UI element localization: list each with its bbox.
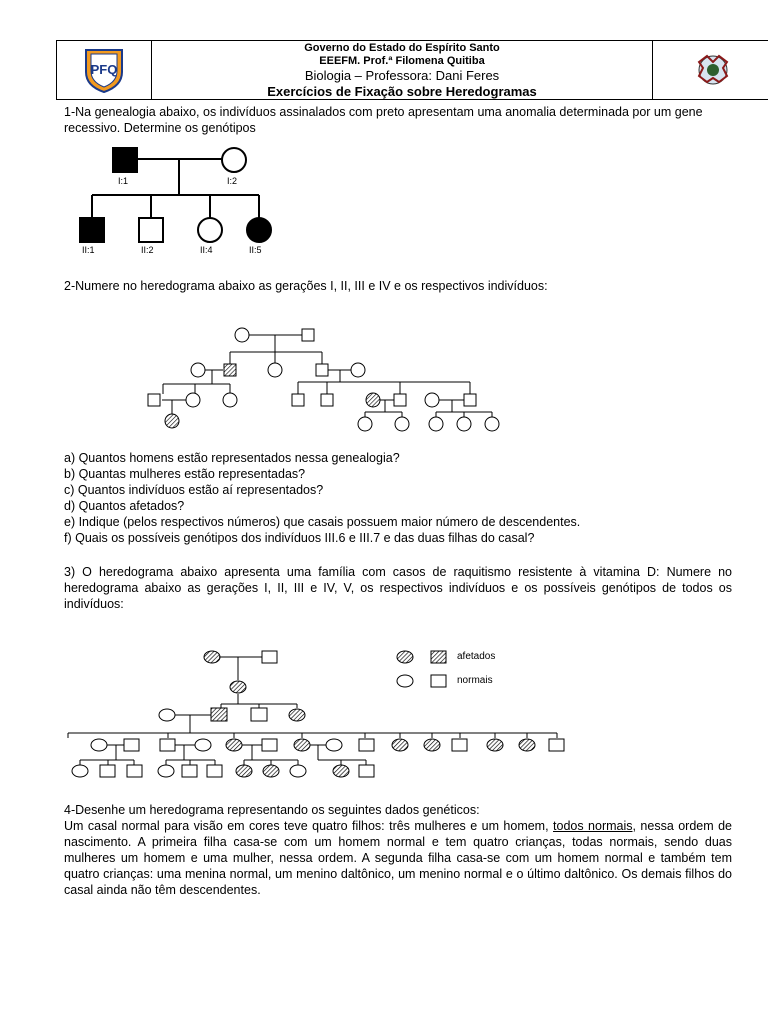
pedigree-1 — [0, 140, 768, 260]
q4-text-after: , nessa ordem de nascimento. A primeira filha casa-se com um homem normal e tem quatro crianças, todas normais, sendo duas mulheres um homem e uma mulher, nessa ordem. A segunda filha casa-se com um homem normal e também tem quatro crianças: uma menina normal, um menino daltônico, um menino normal e o último daltônico. Os demais filhos do casal ainda não têm descendentes. — [64, 819, 732, 897]
label-II2: II:2 — [141, 245, 154, 255]
question-1-text: 1-Na genealogia abaixo, os indivíduos assinalados com preto apresentam uma anomalia determinada por um gene recessivo. Determine os genótipos — [64, 105, 703, 135]
p3-gen4-male-1 — [124, 739, 139, 751]
school-logo — [82, 46, 126, 94]
p2-gen2-female-3 — [351, 363, 365, 377]
header-subject: Biologia – Professora: Dani Feres — [304, 68, 500, 83]
q2-item-e: e) Indique (pelos respectivos números) que casais possuem maior número de descendentes. — [64, 515, 581, 529]
p2-gen3-female-1 — [186, 393, 200, 407]
individual-II2-male — [139, 218, 163, 242]
p3-gen4-male-3 — [262, 739, 277, 751]
p2-gen1-male — [302, 329, 314, 341]
p2-gen3-male-4 — [394, 394, 406, 406]
p2-gen4-affected-female — [165, 414, 179, 428]
p2-gen3-male-2 — [292, 394, 304, 406]
individual-I1-affected-male — [113, 148, 137, 172]
question-3-text: 3) O heredograma abaixo apresenta uma família com casos de raquitismo resistente à vitamina D: Numere no heredograma abaixo as gerações I, II, III e IV, V, os respectivos indivíduos e os possíveis genótipos de todos os indivíduos: — [64, 565, 732, 611]
legend-affected-label: afetados — [457, 651, 496, 662]
p3-gen5-male-2 — [127, 765, 142, 777]
legend-normal-label: normais — [457, 675, 493, 686]
pedigree-3 — [0, 640, 768, 785]
q2-item-d: d) Quantos afetados? — [64, 499, 185, 513]
p3-gen3-male-2 — [251, 708, 267, 721]
p3-gen4-affected-female-5 — [487, 739, 503, 751]
p3-gen4-affected-female-6 — [519, 739, 535, 751]
p3-gen4-affected-female-4 — [424, 739, 440, 751]
p3-gen5-female-2 — [158, 765, 174, 777]
p3-gen5-female-1 — [72, 765, 88, 777]
p3-gen3-affected-male — [211, 708, 227, 721]
state-crest-cell — [652, 41, 768, 99]
p2-gen2-affected-male — [224, 364, 236, 376]
p2-gen4-female-5 — [485, 417, 499, 431]
school-logo-text: PFQ — [90, 62, 118, 77]
p2-gen4-female-4 — [457, 417, 471, 431]
label-II4: II:4 — [200, 245, 213, 255]
p2-gen4-female-1 — [358, 417, 372, 431]
header-government: Governo do Estado do Espírito Santo — [304, 42, 500, 54]
pedigree-3-legend — [397, 651, 495, 687]
legend-affected-male-icon — [431, 651, 446, 663]
p3-gen5-affected-female-3 — [333, 765, 349, 777]
p3-gen5-male-3 — [182, 765, 197, 777]
p3-gen1-male — [262, 651, 277, 663]
q4-text-underlined: todos normais — [553, 819, 633, 833]
p3-gen4-female-1 — [91, 739, 107, 751]
p3-gen4-affected-female-2 — [294, 739, 310, 751]
p3-gen4-female-2 — [195, 739, 211, 751]
question-2-text: 2-Numere no heredograma abaixo as gerações I, II, III e IV e os respectivos indivíduos: — [64, 279, 548, 293]
label-I2: I:2 — [227, 176, 238, 186]
p3-gen5-affected-female-1 — [236, 765, 252, 777]
p2-gen2-female-1 — [191, 363, 205, 377]
p2-gen3-female-2 — [223, 393, 237, 407]
p2-gen1-female — [235, 328, 249, 342]
p3-gen4-male-5 — [452, 739, 467, 751]
p3-gen3-female-spouse — [159, 709, 175, 721]
p3-gen5-male-4 — [207, 765, 222, 777]
individual-II1-affected-male — [80, 218, 104, 242]
p3-gen4-affected-female-1 — [226, 739, 242, 751]
p3-gen4-male-2 — [160, 739, 175, 751]
p2-gen2-male-2 — [316, 364, 328, 376]
p3-gen4-male-4 — [359, 739, 374, 751]
legend-normal-female-icon — [397, 675, 413, 687]
pedigree-2 — [0, 320, 768, 440]
legend-normal-male-icon — [431, 675, 446, 687]
p2-gen3-male-5 — [464, 394, 476, 406]
label-I1: I:1 — [118, 176, 129, 186]
p3-gen4-female-3 — [326, 739, 342, 751]
individual-I2-female — [222, 148, 246, 172]
q4-text-before: Um casal normal para visão em cores teve quatro filhos: três mulheres e um homem, — [64, 819, 554, 833]
p3-gen5-male-1 — [100, 765, 115, 777]
q2-item-f: f) Quais os possíveis genótipos dos indivíduos III.6 e III.7 e das duas filhas do casal? — [64, 531, 535, 545]
label-II1: II:1 — [82, 245, 95, 255]
p3-gen5-female-3 — [290, 765, 306, 777]
question-4-title: 4-Desenhe um heredograma representando os seguintes dados genéticos: — [64, 803, 480, 817]
individual-II5-affected-female — [247, 218, 271, 242]
p2-gen4-female-2 — [395, 417, 409, 431]
p2-gen3-male-1 — [148, 394, 160, 406]
p2-gen4-female-3 — [429, 417, 443, 431]
p2-gen3-female-4 — [425, 393, 439, 407]
p3-gen1-affected-female — [204, 651, 220, 663]
p3-gen3-affected-female — [289, 709, 305, 721]
p2-gen2-female-2 — [268, 363, 282, 377]
label-II5: II:5 — [249, 245, 262, 255]
p2-gen3-affected-female — [366, 393, 380, 407]
q2-item-a: a) Quantos homens estão representados nessa genealogia? — [64, 451, 400, 465]
question-4-body — [64, 818, 732, 898]
question-2-items — [64, 450, 732, 546]
school-logo-cell — [57, 41, 152, 99]
p3-gen5-affected-female-2 — [263, 765, 279, 777]
legend-affected-female-icon — [397, 651, 413, 663]
header-school: EEEFM. Prof.ª Filomena Quitiba — [319, 55, 485, 67]
header-title: Exercícios de Fixação sobre Heredogramas — [267, 84, 537, 99]
state-crest-icon — [693, 50, 733, 90]
individual-II4-female — [198, 218, 222, 242]
q2-item-b: b) Quantas mulheres estão representadas? — [64, 467, 306, 481]
p2-gen3-male-3 — [321, 394, 333, 406]
q2-item-c: c) Quantos indivíduos estão aí representados? — [64, 483, 324, 497]
p3-gen4-affected-female-3 — [392, 739, 408, 751]
p3-gen2-affected-female — [230, 681, 246, 693]
p3-gen4-male-6 — [549, 739, 564, 751]
p3-gen5-male-5 — [359, 765, 374, 777]
document-header — [56, 40, 768, 100]
header-title-block — [152, 41, 652, 99]
